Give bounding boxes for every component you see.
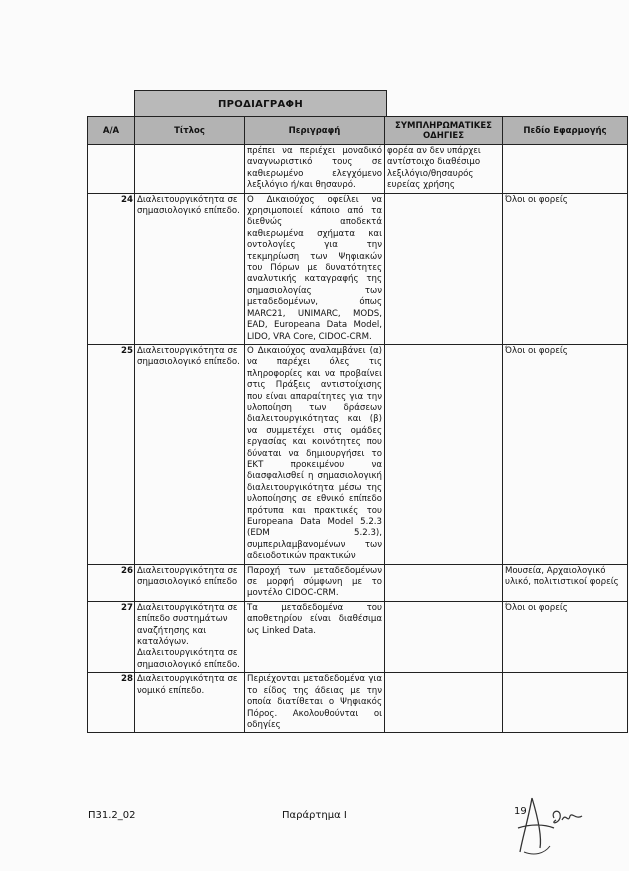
row-title: Διαλειτουργικότητα σε σημασιολογικό επίπεδο: [135, 564, 245, 601]
row-scope: Όλοι οι φορείς: [503, 344, 628, 564]
row-number: 26: [88, 564, 135, 601]
table-row: [88, 601, 628, 672]
row-notes: [385, 193, 503, 344]
table-row: [88, 673, 628, 733]
row-notes: [385, 601, 503, 672]
row-number: 24: [88, 193, 135, 344]
row-number: 28: [88, 673, 135, 733]
column-header-title: Τίτλος: [135, 117, 245, 145]
row-description: Παροχή των μεταδεδομένων σε μορφή σύμφωνη με το μοντέλο CIDOC-CRM.: [245, 564, 385, 601]
specification-table: [87, 116, 628, 733]
row-title: Διαλειτουργικότητα σε σημασιολογικό επίπεδο.: [135, 193, 245, 344]
row-description: Ο Δικαιούχος αναλαμβάνει (α) να παρέχει όλες τις πληροφορίες και να προβαίνει στις Πράξεις αντιστοίχισης που είναι απαραίτητες για την υλοποίηση των δράσεων διαλειτουργικότητας και (β) να συμμετέχει στις ομάδες εργασίας και κοινότητες που δύναται να δημιουργήσει το ΕΚΤ προκειμένου να διασφαλισθεί η σημασιολογική διαλειτουργικότητα μέσω της υλοποίησης σε εθνικό επίπεδο πρότυπα και πρακτικές του Europeana Data Model 5.2.3 (EDM 5.2.3), συμπεριλαμβανομένων των αδειοδοτικών πρακτικών: [245, 344, 385, 564]
row-notes: [385, 564, 503, 601]
column-header-scope: Πεδίο Εφαρμογής: [503, 117, 628, 145]
handwritten-signature: [510, 790, 590, 860]
footer-document-code: Π31.2_02: [88, 810, 136, 821]
row-number: [88, 145, 135, 194]
specification-banner: ΠΡΟΔΙΑΓΡΑΦΗ: [134, 90, 387, 117]
row-notes: φορέα αν δεν υπάρχει αντίστοιχο διαθέσιμο λεξιλόγιο/θησαυρός ευρείας χρήσης: [385, 145, 503, 194]
table-header-row: [88, 117, 628, 145]
table-row: [88, 145, 628, 194]
footer-annex-label: Παράρτημα Ι: [282, 810, 347, 821]
row-scope: Όλοι οι φορείς: [503, 601, 628, 672]
column-header-description: Περιγραφή: [245, 117, 385, 145]
table-row: [88, 344, 628, 564]
row-title: Διαλειτουργικότητα σε σημασιολογικό επίπεδο.: [135, 344, 245, 564]
footer-page-number: 19: [514, 806, 527, 817]
column-header-notes: ΣΥΜΠΛΗΡΩΜΑΤΙΚΕΣ ΟΔΗΓΙΕΣ: [385, 117, 503, 145]
row-scope: [503, 673, 628, 733]
table-row: [88, 564, 628, 601]
row-title: Διαλειτουργικότητα σε νομικό επίπεδο.: [135, 673, 245, 733]
column-header-aa: Α/Α: [88, 117, 135, 145]
table-row: [88, 193, 628, 344]
row-description: πρέπει να περιέχει μοναδικό αναγνωριστικό τους σε καθιερωμένο ελεγχόμενο λεξιλόγιο ή/και θησαυρό.: [245, 145, 385, 194]
row-description: Τα μεταδεδομένα του αποθετηρίου είναι διαθέσιμα ως Linked Data.: [245, 601, 385, 672]
row-title: Διαλειτουργικότητα σε επίπεδο συστημάτων αναζήτησης και καταλόγων. Διαλειτουργικότητα σε σημασιολογικό επίπεδο.: [135, 601, 245, 672]
row-description: Περιέχονται μεταδεδομένα για το είδος της άδειας με την οποία διατίθεται ο Ψηφιακός Πόρος. Ακολουθούνται οι οδηγίες: [245, 673, 385, 733]
row-scope: Μουσεία, Αρχαιολογικό υλικό, πολιτιστικοί φορείς: [503, 564, 628, 601]
row-notes: [385, 344, 503, 564]
row-scope: Όλοι οι φορείς: [503, 193, 628, 344]
row-number: 25: [88, 344, 135, 564]
row-description: Ο Δικαιούχος οφείλει να χρησιμοποιεί κάποιο από τα διεθνώς αποδεκτά καθιερωμένα σχήματα και οντολογίες για την τεκμηρίωση των Ψηφιακών του Πόρων με δυνατότητες αναλυτικής καταγραφής της σημασιολογίας των μεταδεδομένων, όπως MARC21, UNIMARC, MODS, EAD, Europeana Data Model, LIDO, VRA Core, CIDOC-CRM.: [245, 193, 385, 344]
row-title: [135, 145, 245, 194]
row-scope: [503, 145, 628, 194]
row-number: 27: [88, 601, 135, 672]
row-notes: [385, 673, 503, 733]
